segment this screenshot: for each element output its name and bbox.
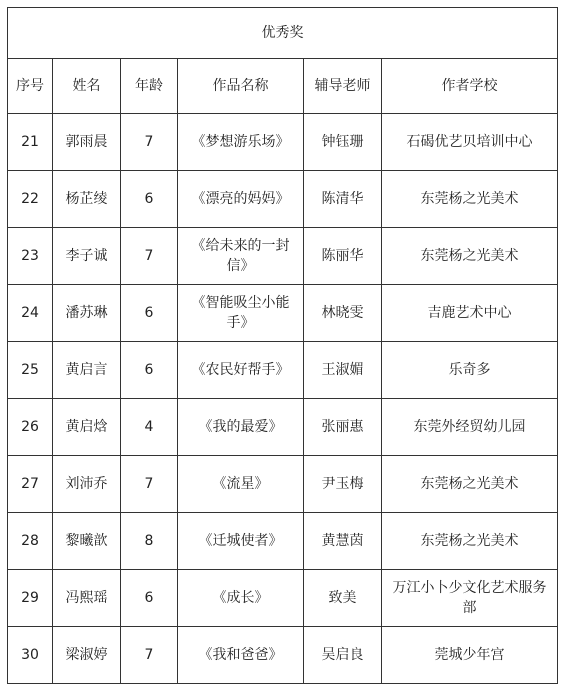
cell-index: 29 <box>8 570 53 627</box>
cell-teacher: 林晓雯 <box>304 285 382 342</box>
cell-school: 东莞杨之光美术 <box>382 228 558 285</box>
cell-school: 东莞外经贸幼儿园 <box>382 399 558 456</box>
cell-age: 8 <box>121 513 178 570</box>
table-row <box>8 342 558 399</box>
cell-name: 黄启焓 <box>53 399 121 456</box>
cell-index: 30 <box>8 627 53 684</box>
table-row <box>8 285 558 342</box>
table-row <box>8 513 558 570</box>
cell-age: 6 <box>121 171 178 228</box>
table-title: 优秀奖 <box>8 8 558 59</box>
cell-age: 6 <box>121 342 178 399</box>
award-table-container <box>7 7 558 684</box>
cell-work-title: 《梦想游乐场》 <box>178 114 304 171</box>
header-index: 序号 <box>8 59 53 114</box>
table-row <box>8 456 558 513</box>
cell-school: 东莞杨之光美术 <box>382 171 558 228</box>
table-row <box>8 171 558 228</box>
cell-teacher: 吴启良 <box>304 627 382 684</box>
cell-index: 26 <box>8 399 53 456</box>
table-row <box>8 570 558 627</box>
cell-name: 李子诚 <box>53 228 121 285</box>
cell-index: 21 <box>8 114 53 171</box>
table-row <box>8 114 558 171</box>
cell-teacher: 陈丽华 <box>304 228 382 285</box>
table-row <box>8 228 558 285</box>
cell-work-title: 《给未来的一封信》 <box>178 228 304 285</box>
cell-index: 22 <box>8 171 53 228</box>
cell-index: 23 <box>8 228 53 285</box>
cell-name: 郭雨晨 <box>53 114 121 171</box>
cell-age: 6 <box>121 570 178 627</box>
cell-teacher: 钟钰珊 <box>304 114 382 171</box>
cell-work-title: 《流星》 <box>178 456 304 513</box>
cell-teacher: 尹玉梅 <box>304 456 382 513</box>
cell-teacher: 张丽惠 <box>304 399 382 456</box>
cell-age: 6 <box>121 285 178 342</box>
cell-school: 乐奇多 <box>382 342 558 399</box>
cell-age: 4 <box>121 399 178 456</box>
cell-school: 石碣优艺贝培训中心 <box>382 114 558 171</box>
cell-name: 潘苏琳 <box>53 285 121 342</box>
cell-name: 冯熙瑶 <box>53 570 121 627</box>
table-body <box>8 114 558 684</box>
cell-work-title: 《漂亮的妈妈》 <box>178 171 304 228</box>
cell-age: 7 <box>121 114 178 171</box>
cell-name: 黎曦歆 <box>53 513 121 570</box>
cell-teacher: 致美 <box>304 570 382 627</box>
cell-work-title: 《农民好帮手》 <box>178 342 304 399</box>
cell-work-title: 《我和爸爸》 <box>178 627 304 684</box>
cell-work-title: 《迁城使者》 <box>178 513 304 570</box>
table-row <box>8 627 558 684</box>
cell-school: 莞城少年宫 <box>382 627 558 684</box>
award-table <box>7 7 558 684</box>
header-school: 作者学校 <box>382 59 558 114</box>
cell-index: 24 <box>8 285 53 342</box>
cell-teacher: 陈清华 <box>304 171 382 228</box>
cell-name: 杨芷绫 <box>53 171 121 228</box>
header-age: 年龄 <box>121 59 178 114</box>
cell-school: 东莞杨之光美术 <box>382 513 558 570</box>
cell-school: 东莞杨之光美术 <box>382 456 558 513</box>
cell-age: 7 <box>121 456 178 513</box>
cell-age: 7 <box>121 627 178 684</box>
cell-index: 27 <box>8 456 53 513</box>
cell-name: 梁淑婷 <box>53 627 121 684</box>
cell-name: 刘沛乔 <box>53 456 121 513</box>
header-row <box>8 59 558 114</box>
cell-index: 25 <box>8 342 53 399</box>
header-work-title: 作品名称 <box>178 59 304 114</box>
cell-school: 万江小卜少文化艺术服务部 <box>382 570 558 627</box>
cell-teacher: 黄慧茵 <box>304 513 382 570</box>
cell-teacher: 王淑媚 <box>304 342 382 399</box>
cell-index: 28 <box>8 513 53 570</box>
cell-school: 吉鹿艺术中心 <box>382 285 558 342</box>
header-teacher: 辅导老师 <box>304 59 382 114</box>
cell-work-title: 《成长》 <box>178 570 304 627</box>
header-name: 姓名 <box>53 59 121 114</box>
table-row <box>8 399 558 456</box>
title-row <box>8 8 558 59</box>
cell-age: 7 <box>121 228 178 285</box>
cell-work-title: 《智能吸尘小能手》 <box>178 285 304 342</box>
cell-work-title: 《我的最爱》 <box>178 399 304 456</box>
cell-name: 黄启言 <box>53 342 121 399</box>
